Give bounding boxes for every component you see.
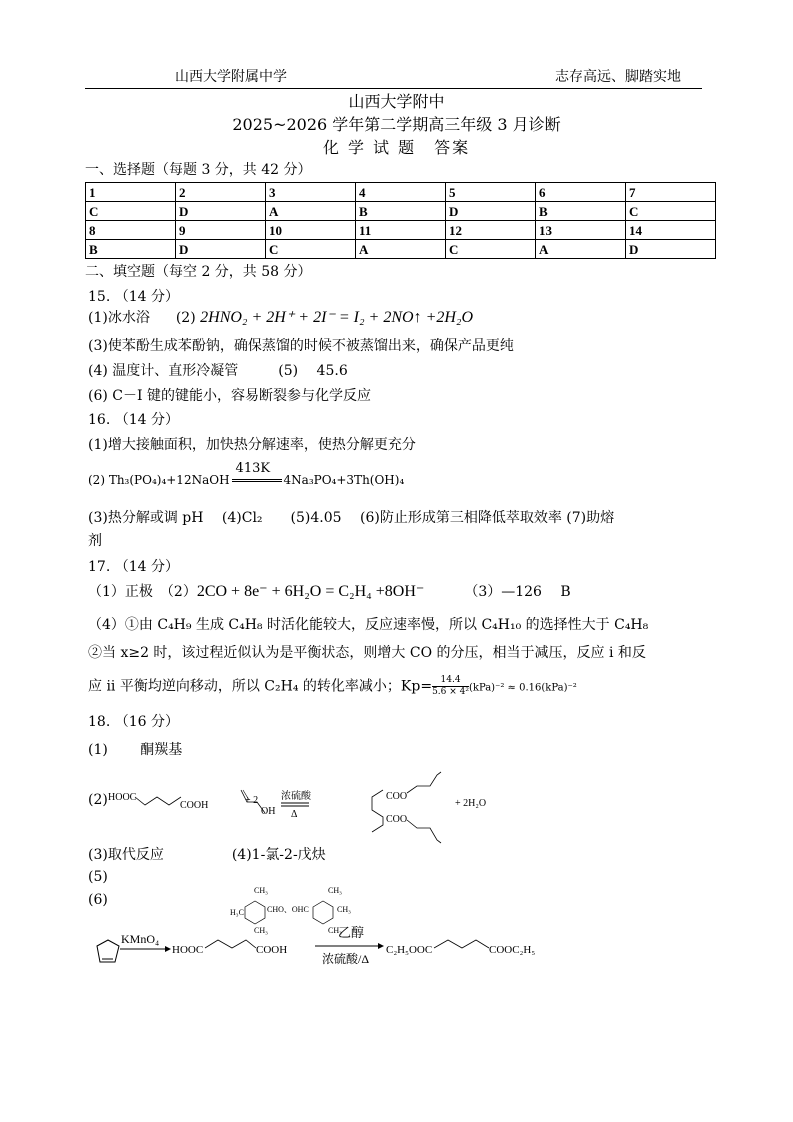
table-cell: 2 bbox=[176, 183, 266, 202]
q16-eq-left: (2) Th₃(PO₄)₄+12NaOH bbox=[88, 473, 230, 487]
table-cell: 11 bbox=[356, 221, 446, 240]
table-cell: 4 bbox=[356, 183, 446, 202]
q16-a7-cont: 剂 bbox=[88, 533, 102, 549]
q15-a5: (5) 45.6 bbox=[278, 363, 348, 379]
delta-label: Δ bbox=[291, 809, 298, 820]
ch3-c: CH₃ bbox=[328, 886, 342, 895]
table-cell: 12 bbox=[446, 221, 536, 240]
table-cell: C bbox=[626, 202, 716, 221]
catalyst-label: 浓硫酸 bbox=[281, 791, 311, 802]
table-cell: C bbox=[86, 202, 176, 221]
cooh-label: COOH bbox=[180, 800, 209, 811]
ester-left: C₂H₅OOC bbox=[386, 944, 433, 956]
q17-a4-2: ②当 x≥2 时，该过程近似认为是平衡状态，则增大 CO 的分压，相当于减压，反应 i 和反 bbox=[88, 645, 646, 661]
ch3-b: CH₃ bbox=[254, 926, 268, 935]
table-cell: 3 bbox=[266, 183, 356, 202]
q17-heading: 17. （14 分） bbox=[88, 559, 179, 575]
kmno4-label: KMnO₄ bbox=[121, 932, 160, 946]
route-cooh: COOH bbox=[256, 944, 288, 956]
plus-two: + 2 bbox=[245, 795, 259, 806]
q18-a4: (4)1-氯-2-戊炔 bbox=[231, 847, 326, 863]
q16-condition: 413K bbox=[235, 461, 271, 476]
table-cell: 8 bbox=[86, 221, 176, 240]
table-cell: 5 bbox=[446, 183, 536, 202]
table-cell: B bbox=[86, 240, 176, 259]
q16-a1: (1)增大接触面积，加快热分解速率，使热分解更充分 bbox=[88, 437, 416, 453]
ester-right: COOC₂H₅ bbox=[489, 944, 536, 956]
q18-a6-label: (6) bbox=[88, 892, 108, 908]
table-cell: A bbox=[536, 240, 626, 259]
q16-eq-right: 4Na₃PO₄+3Th(OH)₄ bbox=[283, 473, 405, 487]
ch3-e: CH₃ bbox=[328, 926, 342, 935]
table-cell: 10 bbox=[266, 221, 356, 240]
h3c-label: H₃C bbox=[230, 908, 244, 917]
table-cell: 1 bbox=[86, 183, 176, 202]
q17-text: 应 ii 平衡均逆向移动，所以 C₂H₄ 的转化率减小；Kp= bbox=[88, 678, 433, 695]
q17-a4-1: （4）①由 C₄H₉ 生成 C₄H₈ 时活化能较大，反应速率慢，所以 C₄H₁₀ 的选择性大于 C₄H₈ bbox=[88, 617, 649, 633]
table-cell: 13 bbox=[536, 221, 626, 240]
route-hooc: HOOC bbox=[172, 944, 204, 956]
hooc-label: HOOC bbox=[108, 792, 137, 803]
q17-a3: （3）—126 B bbox=[464, 584, 571, 600]
q15-a1: (1)冰水浴 bbox=[88, 310, 150, 326]
q17-equation: 2CO + 8e⁻ + 6H₂O = C₂H₄ +8OH⁻ bbox=[196, 583, 425, 600]
table-cell: D bbox=[626, 240, 716, 259]
ch3-a: CH₃ bbox=[254, 886, 268, 895]
table-cell: D bbox=[176, 240, 266, 259]
ethanol-label: 乙醇 bbox=[338, 925, 365, 940]
water-label: + 2H₂O bbox=[455, 798, 487, 809]
table-cell: C bbox=[266, 240, 356, 259]
q18-a5-label: (5) bbox=[88, 869, 108, 885]
table-cell: D bbox=[446, 202, 536, 221]
kp-denominator: 5.6 × 4² bbox=[432, 687, 469, 697]
q18-a2-label: (2) bbox=[88, 792, 108, 808]
oh-label: OH bbox=[261, 806, 276, 817]
q18-a3: (3)取代反应 bbox=[88, 847, 164, 863]
table-cell: 7 bbox=[626, 183, 716, 202]
q15-a6: (6) C－I 键的键能小，容易断裂参与化学反应 bbox=[88, 388, 371, 404]
q15-a4: (4) 温度计、直形冷凝管 bbox=[88, 363, 239, 379]
section2-heading: 二、填空题（每空 2 分，共 58 分） bbox=[85, 264, 312, 280]
title-exam: 2025~2026 学年第二学期高三年级 3 月诊断 bbox=[232, 115, 561, 134]
kp-numerator: 14.4 bbox=[432, 675, 469, 687]
q15-a2-label: (2) bbox=[175, 310, 196, 326]
q15-heading: 15. （14 分） bbox=[88, 289, 179, 305]
coo-label-bottom: COO bbox=[386, 814, 408, 825]
table-cell: C bbox=[446, 240, 536, 259]
q16-a3-7: (3)热分解或调 pH (4)Cl₂ (5)4.05 (6)防止形成第三相降低萃取效率 (7)助熔 bbox=[88, 510, 615, 526]
q17-a1: （1）正极 （2） bbox=[88, 584, 197, 600]
ch3-d: CH₃ bbox=[337, 905, 351, 914]
table-cell: B bbox=[536, 202, 626, 221]
table-cell: A bbox=[356, 240, 446, 259]
table-cell: 14 bbox=[626, 221, 716, 240]
coo-label-top: COO bbox=[386, 791, 408, 802]
table-cell: B bbox=[356, 202, 446, 221]
table-cell: D bbox=[176, 202, 266, 221]
aldehyde-label: CHO、OHC bbox=[267, 905, 309, 914]
q15-a3: (3)使苯酚生成苯酚钠，确保蒸馏的时候不被蒸馏出来，确保产品更纯 bbox=[88, 338, 514, 354]
q18-heading: 18. （16 分） bbox=[88, 714, 179, 730]
q15-equation: 2HNO₂ + 2H⁺ + 2I⁻ = I₂ + 2NO↑ +2H₂O bbox=[200, 309, 474, 326]
table-cell: 9 bbox=[176, 221, 266, 240]
kp-result: (kPa)⁻² ≈ 0.16(kPa)⁻² bbox=[468, 682, 577, 694]
route-condition: 浓硫酸/Δ bbox=[322, 952, 370, 966]
section1-heading: 一、选择题（每题 3 分，共 42 分） bbox=[85, 162, 312, 178]
q18-a1: (1) 酮羰基 bbox=[88, 742, 183, 758]
header-motto: 志存高远、脚踏实地 bbox=[555, 69, 681, 85]
header-school: 山西大学附属中学 bbox=[175, 69, 287, 85]
q16-heading: 16. （14 分） bbox=[88, 412, 179, 428]
table-cell: A bbox=[266, 202, 356, 221]
title-subject: 化 学 试 题 答案 bbox=[322, 138, 471, 157]
title-school: 山西大学附中 bbox=[348, 92, 445, 111]
table-cell: 6 bbox=[536, 183, 626, 202]
